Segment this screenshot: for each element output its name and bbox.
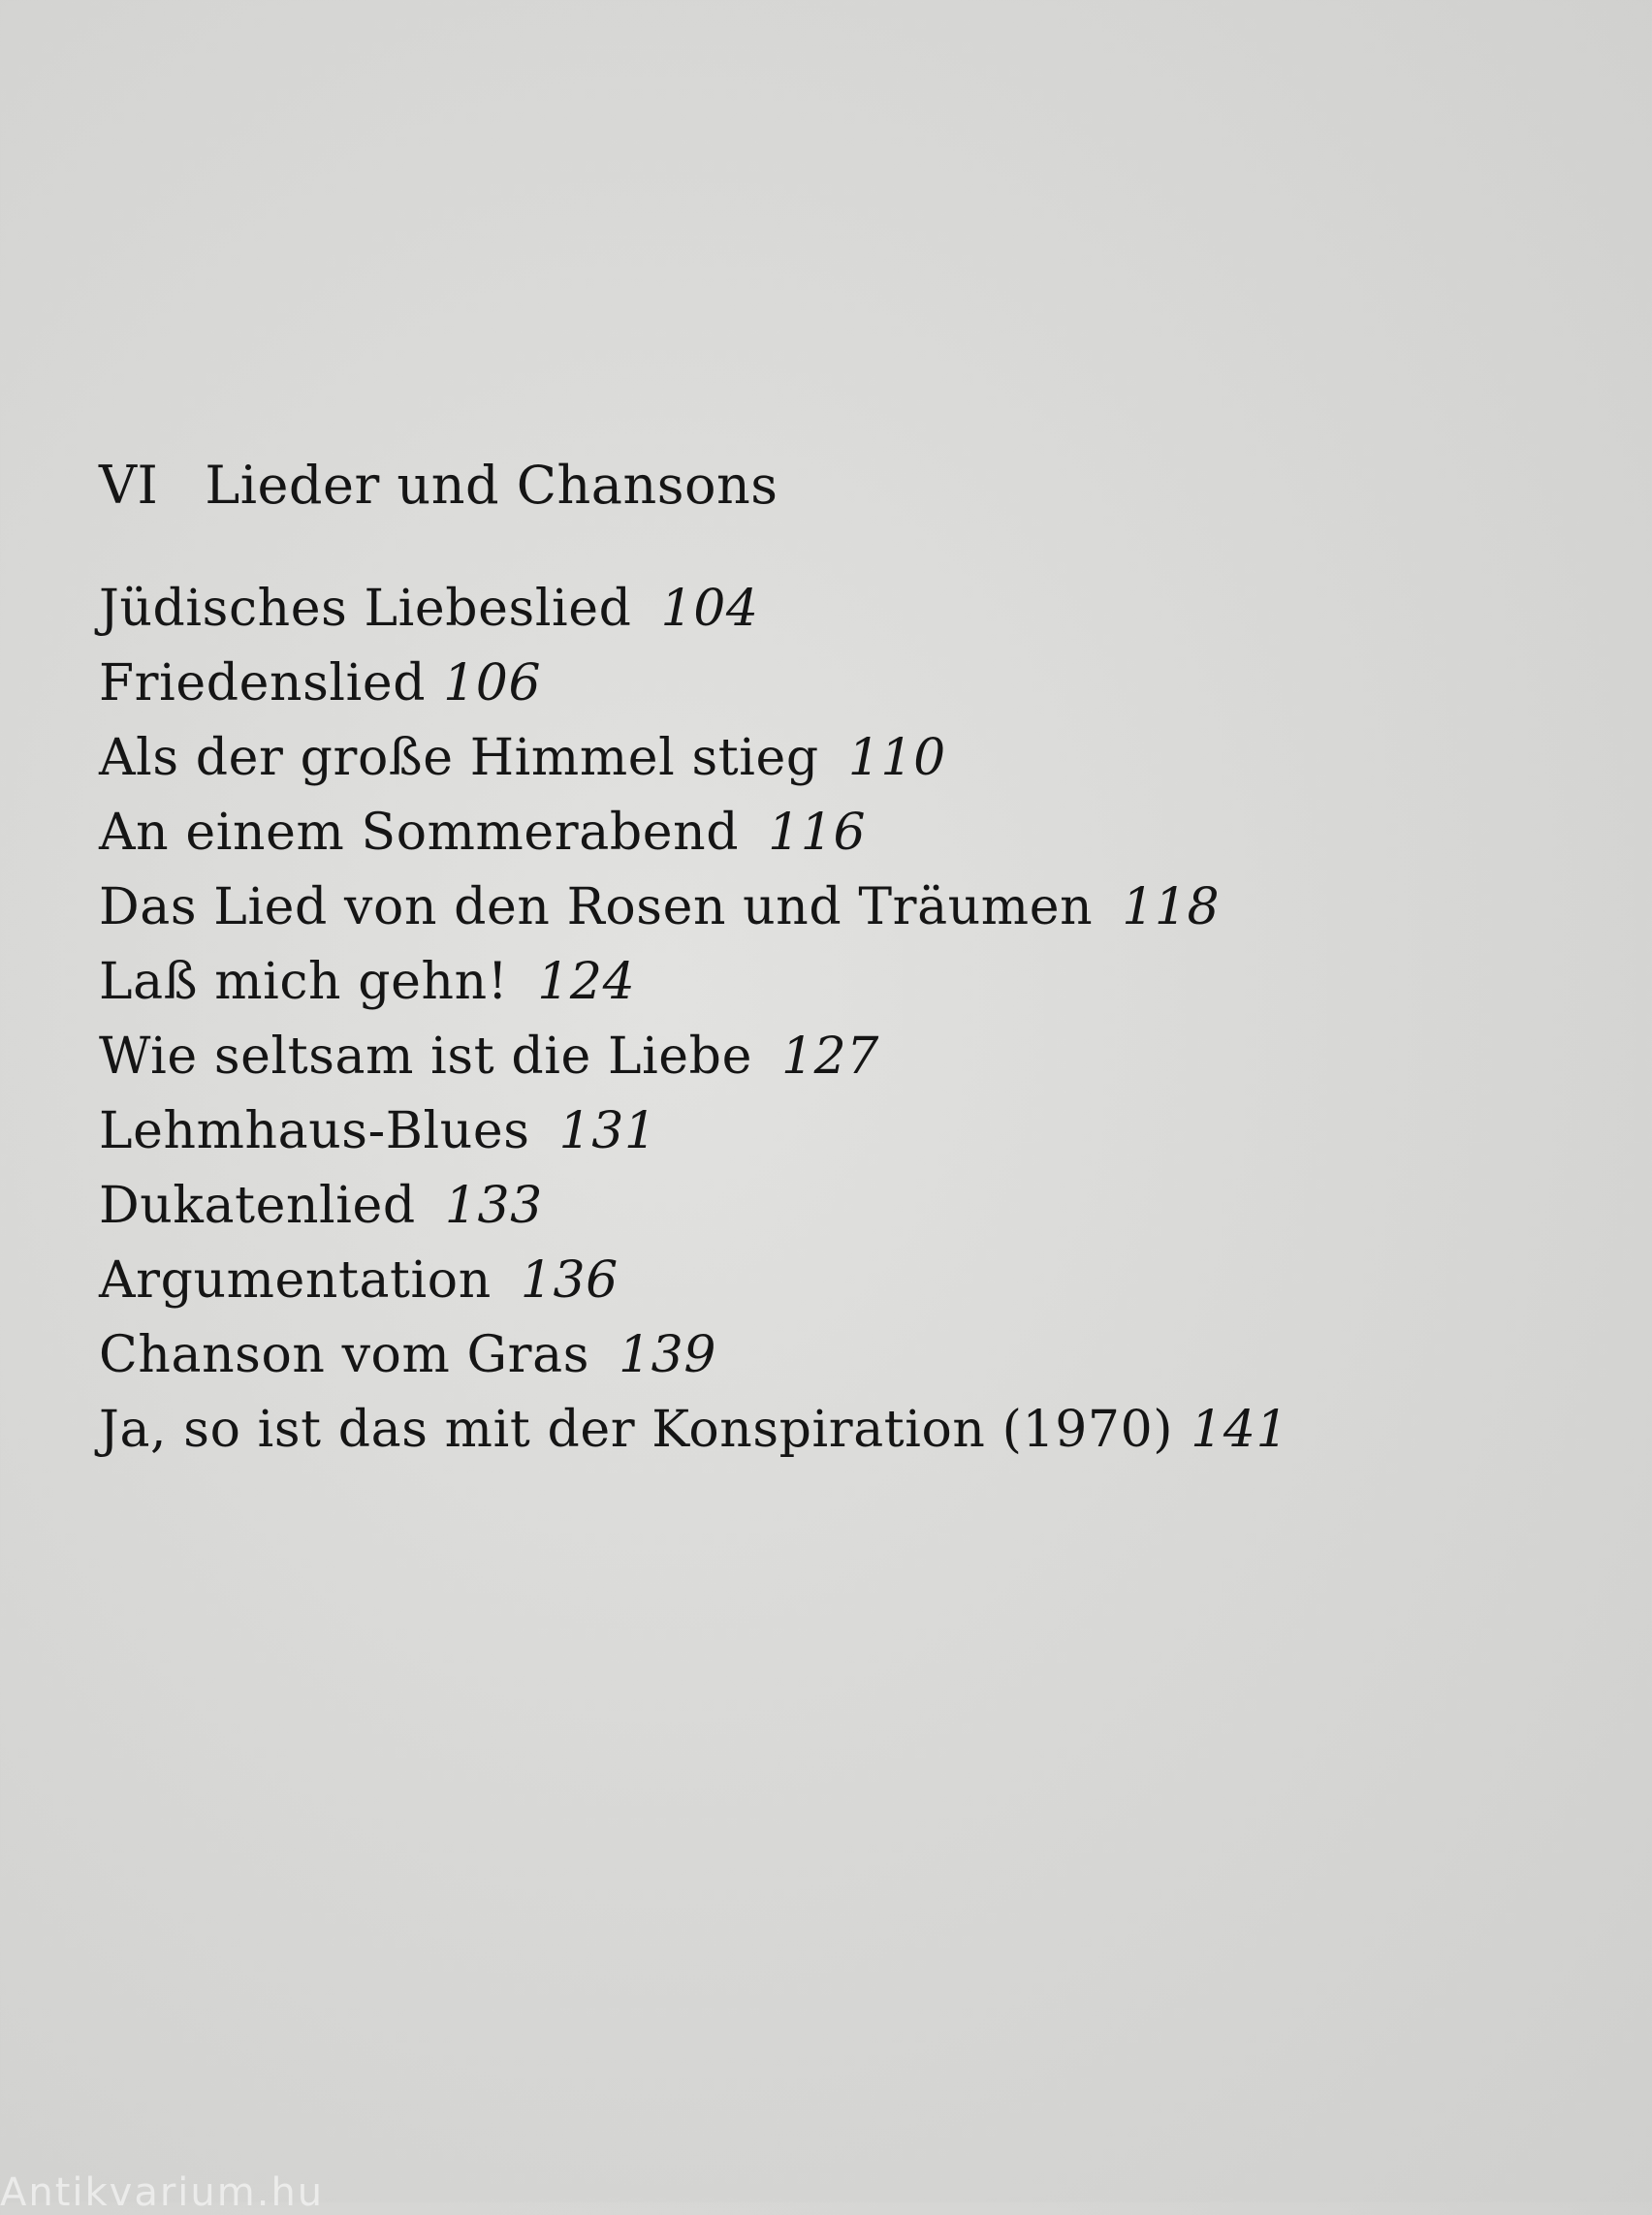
toc-entry-title: Als der große Himmel stieg xyxy=(99,729,819,787)
toc-entry-page: 106 xyxy=(443,654,542,712)
toc-entry-page: 110 xyxy=(847,729,946,787)
section-title: Lieder und Chansons xyxy=(205,455,778,516)
toc-entry xyxy=(99,1020,1288,1094)
toc-entry-title: Jüdisches Liebeslied xyxy=(99,580,632,638)
toc-entry-page: 131 xyxy=(558,1102,657,1160)
toc-entry xyxy=(99,1393,1288,1468)
toc-entry-title: Wie seltsam ist die Liebe xyxy=(99,1028,752,1086)
toc-entry-page: 136 xyxy=(520,1251,619,1310)
watermark: Antikvarium.hu xyxy=(0,2170,325,2215)
toc-entry-page: 118 xyxy=(1122,878,1221,936)
toc-entry-page: 104 xyxy=(660,580,759,638)
toc-entry xyxy=(99,1094,1288,1169)
toc-entry-page: 127 xyxy=(780,1028,879,1086)
toc-entry-title: Friedenslied xyxy=(99,654,427,712)
toc-entry-title: An einem Sommerabend xyxy=(99,804,740,862)
toc-entry-title: Chanson vom Gras xyxy=(99,1326,589,1384)
table-of-contents xyxy=(99,572,1288,1468)
toc-entry-page: 141 xyxy=(1191,1401,1289,1459)
toc-entry-page: 139 xyxy=(619,1326,717,1384)
toc-entry xyxy=(99,572,1288,647)
section-numeral: VI xyxy=(99,455,159,516)
toc-entry xyxy=(99,1318,1288,1393)
toc-entry-title: Argumentation xyxy=(99,1251,492,1310)
toc-entry xyxy=(99,1169,1288,1244)
toc-entry xyxy=(99,647,1288,721)
toc-entry-title: Lehmhaus-Blues xyxy=(99,1102,530,1160)
section-heading xyxy=(99,448,778,523)
toc-entry-title: Das Lied von den Rosen und Träumen xyxy=(99,878,1094,936)
toc-entry xyxy=(99,870,1288,945)
toc-entry-title: Ja, so ist das mit der Konspiration (1970) xyxy=(99,1401,1174,1459)
toc-entry-page: 116 xyxy=(768,804,867,862)
toc-entry xyxy=(99,796,1288,870)
toc-entry xyxy=(99,945,1288,1020)
toc-entry-title: Laß mich gehn! xyxy=(99,953,509,1011)
toc-entry-page: 133 xyxy=(444,1177,543,1235)
toc-entry-page: 124 xyxy=(537,953,636,1011)
toc-entry xyxy=(99,1244,1288,1318)
toc-entry xyxy=(99,721,1288,796)
toc-entry-title: Dukatenlied xyxy=(99,1177,416,1235)
